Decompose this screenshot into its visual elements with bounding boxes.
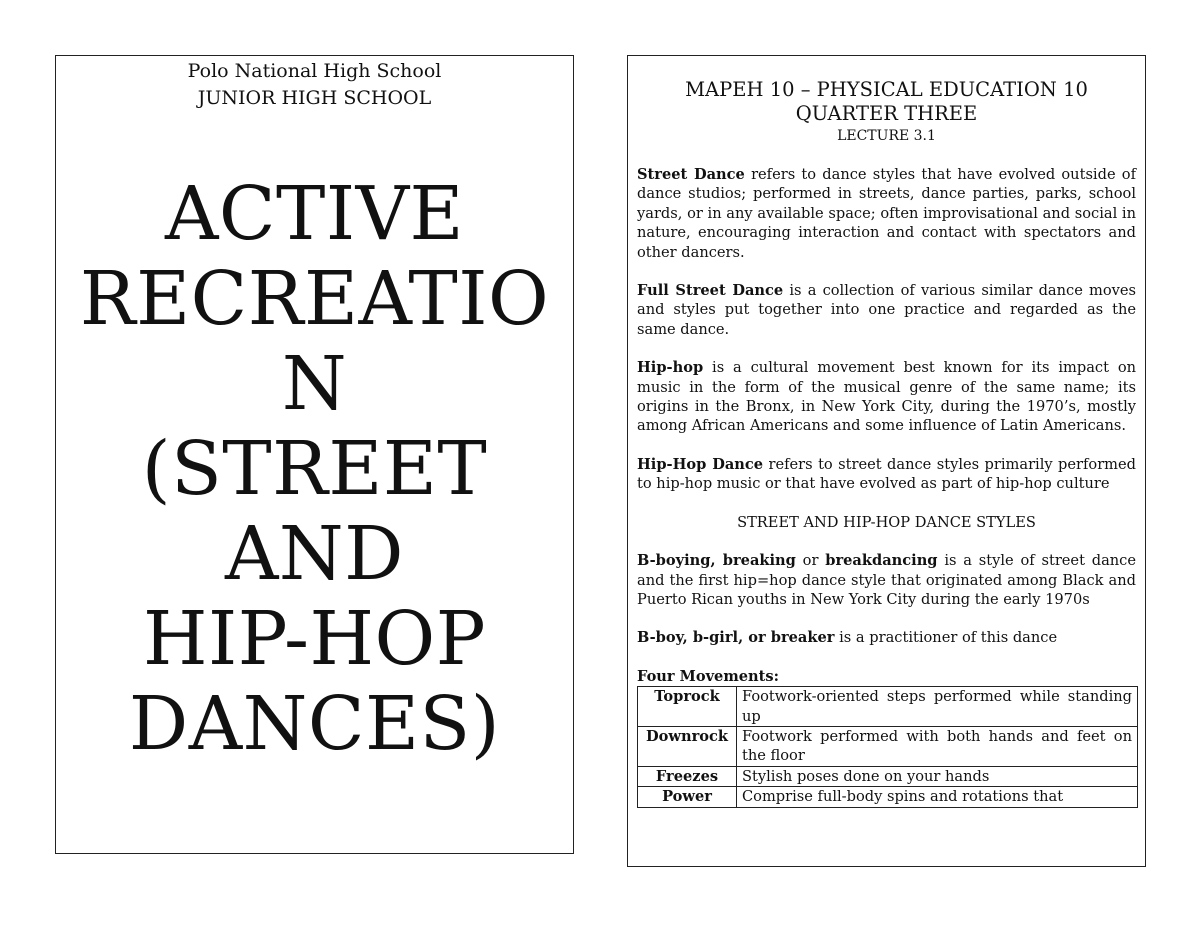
cover-title-line: (STREET: [141, 426, 488, 512]
lecture-header: [637, 78, 1136, 146]
movement-term: Power: [638, 787, 737, 807]
movement-term: Toprock: [638, 687, 737, 727]
definition-full-street-dance: [637, 281, 1136, 339]
movement-term: Downrock: [638, 726, 737, 766]
movements-table: [637, 686, 1138, 807]
definition-text: is a collection of various similar dance moves and styles put together into one practice and regarded as the same dance.: [637, 282, 1137, 338]
definition-breaker: [637, 628, 1136, 647]
table-row: [638, 687, 1138, 727]
definition-b-boying: [637, 551, 1136, 609]
lecture-number: LECTURE 3.1: [837, 128, 936, 144]
table-row: [638, 766, 1138, 786]
cover-title-line: ACTIVE: [164, 171, 465, 257]
table-row: [638, 726, 1138, 766]
cover-title: [56, 172, 573, 767]
term: B-boy, b-girl, or breaker: [637, 629, 835, 647]
connector: or: [795, 552, 826, 570]
definition-text: refers to dance styles that have evolved outside of dance studios; performed in streets, dance parties, parks, school yards, or in any available space; often improvisational and social in nature, encouraging interaction and contact with spectators and other dancers.: [637, 166, 1136, 261]
definition-text: is a cultural movement best known for its impact on music in the form of the musical genre of the same name; its origins in the Bronx, in New York City, during the 1970’s, mostly among African Americans and some influence of Latin Americans.: [637, 359, 1136, 435]
cover-page: [55, 55, 574, 854]
movement-term: Freezes: [638, 766, 737, 786]
definition-street-dance: [637, 165, 1136, 262]
lecture-page: [627, 55, 1146, 867]
course-title: MAPEH 10 – PHYSICAL EDUCATION 10: [685, 78, 1088, 101]
cover-title-line: DANCES): [128, 681, 501, 767]
movement-definition: Comprise full-body spins and rotations that: [737, 787, 1138, 807]
term: breakdancing: [825, 552, 938, 570]
term: Hip-Hop Dance: [637, 455, 764, 473]
school-level: JUNIOR HIGH SCHOOL: [197, 87, 432, 109]
definition-text: refers to street dance styles primarily performed to hip-hop music or that have evolved as part of hip-hop culture: [637, 455, 1136, 493]
school-name: Polo National High School: [187, 60, 442, 82]
styles-heading: STREET AND HIP-HOP DANCE STYLES: [737, 513, 1036, 531]
term: Street Dance: [637, 166, 745, 183]
definition-hip-hop: [637, 358, 1136, 436]
term: Hip-hop: [637, 359, 704, 377]
definition-text: is a style of street dance and the first hip=hop dance style that originated among Black and Puerto Rican youths in New York City during the early 1970s: [637, 552, 1136, 608]
cover-title-line: N: [281, 341, 348, 427]
movement-definition: Stylish poses done on your hands: [737, 766, 1138, 786]
term: Full Street Dance: [637, 282, 784, 300]
cover-title-line: AND: [224, 511, 405, 597]
definition-hip-hop-dance: [637, 455, 1136, 494]
table-row: [638, 787, 1138, 807]
definition-text: is a practitioner of this dance: [834, 629, 1058, 647]
quarter-title: QUARTER THREE: [795, 102, 978, 125]
cover-title-line: RECREATIO: [79, 256, 550, 342]
cover-title-line: HIP-HOP: [142, 596, 486, 682]
movement-definition: Footwork-oriented steps performed while standing up: [737, 687, 1138, 727]
four-movements-label: Four Movements:: [637, 667, 780, 685]
movement-definition: Footwork performed with both hands and feet on the floor: [737, 726, 1138, 766]
term: B-boying, breaking: [637, 552, 796, 570]
